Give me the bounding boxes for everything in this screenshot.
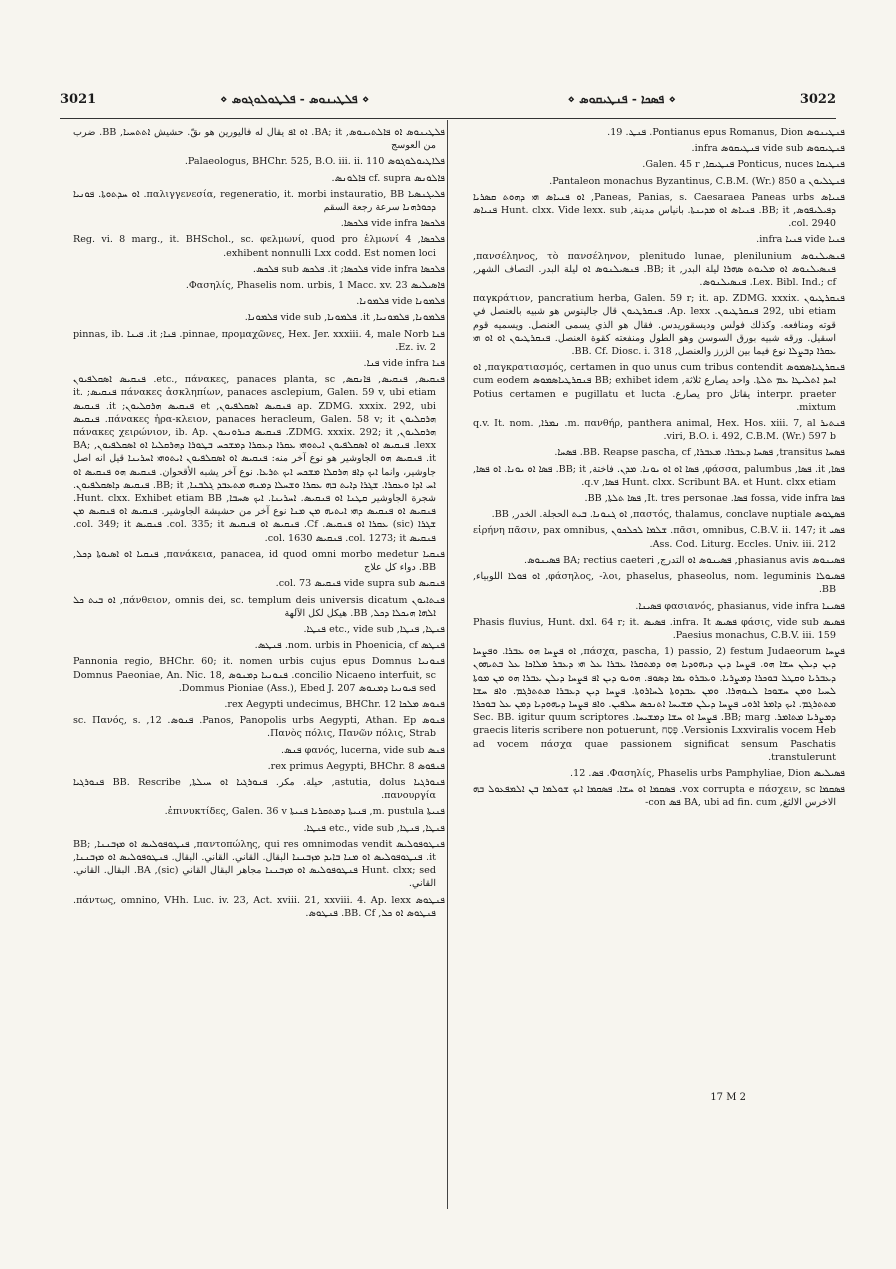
dictionary-entry: ܦܢܛܣ nom. urbis in Phoenicia, cf. ܦܢܛܣ. bbox=[254, 640, 445, 652]
dictionary-entry: ܦܢܩܝܐ πανάκεια, panacea, id quod omni morbo medetur, ܦܢܩܝܐ ܐܘ ܐܣܝܘܬܐ ܕܟܠ, BB. دواء كل علاج bbox=[73, 548, 445, 574]
dictionary-entry: ܦܢܝܐ vide ܦܢܝܐ infra. bbox=[756, 234, 845, 246]
dictionary-entry: ܦܢܘܪܓܝܐ astutia, dolus, حيلة. مكر. ܦܢܘܪܓܝܐ ܐܘ ܚܝܠܬܐ, BB. Rescribe ܦܢܘܪܓܝܐ πανουργία. bbox=[73, 776, 446, 802]
dictionary-entry: ܦܣܝܣ φάσις, vide sub ܦܣܝܣ infra. It. ܦܣܝܣ Phasis fluvius, Hunt. dxl. 64 r; it. Paesius monachus, C.B.V. iii. 159. bbox=[473, 616, 845, 641]
dictionary-entry: ܦܢܝܬܐ m. pustula, ܦܢܝܬܐ ܕܡܬܩܪܝܐ ܦܢܝܬܐ ἐπινυκτίδες, Galen. 36 v. bbox=[164, 806, 445, 818]
dictionary-entry: ܦܣܛܘܣ παστός, thalamus, conclave nuptiale, ܐܘ ܓܢܘܢܐ. ܒܝܬ الحجلة. الخدر, BB. bbox=[491, 509, 845, 521]
dictionary-entry: ܦܢܛܘܦܘܠܝܣ παντοπώλης, qui res omnimodas vendit, ܦܢܛܘܦܘܠܝܣ ܐܘ ܡܙܒܢܢܐ, BB; it. ܦܢܛܘܦܘܠܝܣ ܐܘ ܡܢܐ ܒܐܝܕ ܡܙܒܢܢܐ البقال. القاني. القاني. البقال. ܦܢܛܘܦܘܠܝܣ ܐܘ ܡܙܒܢܢܐ, Hunt. clxx; sed ܦܢܛܘܦܘܠܝܣ ܐܘ ܡܙܒܢܢܐ مجاهر البقال القاني (sic), BA. البقال. القاني. القاني. bbox=[73, 838, 445, 890]
dictionary-entry: ܦܐܠܘܢܣ cf. supra ܦܐܠܘܢܣ. bbox=[331, 172, 445, 184]
dictionary-entry: ܦܢܩܪܛܝܘܢ παγκράτιον, pancratium herba, Galen. 59 r; it. ap. ZDMG. xxxix. 292, ubi etiam ܦܢܩܪܛܝܘܢ. Ap. lexx. ܦܢܩܪܛܝܘܢ قال جالينوس هو شبيه بالعنصل في قوته ومنافعه. وكذلك فولس وديسقوريدس. فقال هو الذي يسمى العنصل. ويسميه قوم اسقيل. ورقه شبيه بورق السوسن وهو الطول ومنفعته كقوة العنصل. ܦܢܩܪܛܝܘܢ ܐܘ ܐܘ ܗܝ ܥܩܪܐ ܕܒܨܠܐ نوع فيما بين الزرز والعنصل, BB. Cf. Diosc. i. 318. bbox=[473, 293, 845, 358]
dictionary-entry: ܦܣܝ πᾶσι, omnibus, C.B.V. ii. 147; it. ܫܠܡܐ ܠܟܠܟܘܢ εἰρήνη πᾶσιν, pax omnibus, Ass. Cod. Liturg. Eccles. Univ. iii. 212. bbox=[473, 525, 846, 550]
dictionary-entry: ܦܣܚܐ transitus, ܦܣܚܐ ܕܥܒܪܐ. ܡܥܒܪܐ, BB. Reapse pascha, cf. ܦܣܚܐ. bbox=[554, 447, 845, 459]
dictionary-entry: ܦܢܐ pinnae, προμαχῶνες, Hex. Jer. xxxiii. 4, male Norb. ܦܢܐ; it. ܦܝܢܐ pinnas, ib. Ez. iv. 2. bbox=[73, 328, 445, 353]
dictionary-entry: ܦܠܐܛܝܘܠܘܓܘܣ Palaeologus, BHChr. 525, B.O. iii. ii. 110. bbox=[184, 156, 445, 168]
dictionary-entry: ܦܠܡܘܢܐ vide ܦܠܡܘܢܐ. bbox=[356, 296, 445, 308]
right-page-number: 3022 bbox=[799, 92, 836, 107]
dictionary-entry: ܦܢܛܝܩܐ Ponticus, nuces ܦܢܛܝܩܐ, Galen. 45 r. bbox=[642, 159, 845, 171]
dictionary-entry: ܦܠܟܣܐ, 4 Reg. vi. 8 marg., it. BHSchol., sc. φελμωνί, quod pro ἐλμωνί exhibent nonnulli Lxx codd. Est nomen loci. bbox=[73, 234, 445, 259]
dictionary-entry: ܦܣܩܡܐ vox corrupta e πάσχειν, sc. ܦܣܩܡܐ ܐܘ ܚܫܐ. ܦܣܩܡܐ ܐܝܟ ܫܘܠܡܐ ܒܢ ܐܠܡܦܥܘܠ ܒܗ الاخرس الالثغ, BA, ubi ad fin. cum ܦܣ con- bbox=[473, 784, 845, 809]
dictionary-entry: ܦܢܩܝܣ, ܦܢܩܝܣ, ܦܐܢܩܣ, etc., πάνακες, panaces planta, sc. ܦܢܩܝܣ ܐܣܩܠܦܝܘܢ πάνακες ἀσκληπίων, panaces asclepium, Galen. 59 v, ubi etiam ܦܢܩܝܣ; it. ap. ZDMG. xxxix. 292, ubi ܦܢܩܝܣ ܐܣܩܠܦܝܘܢ, et ܦܢܩܝܣ ܗܪܩܠܝܘܢ; it. ܦܢܩܝܣ ܗܪܩܠܝܘܢ πάνακες ἡρα-κλειον, panaces heracleum, Galen. 58 v; it. ܦܢܩܝܣ ܗܪܩܠܝܘܢ, ZDMG. xxxix. 292; it. ܦܢܩܝܣ ܟܝܪܘܢܝܘܢ πάνακες χειρώνιον, ib. Ap. lexx. ܦܢܩܝܣ ܐܘ ܐܣܩܠܦܝܘܢ ܐܝܬܘܗܝ ܥܩܪܐ ܕܥܩܪܐ ܕܡܫܟܚ ܒܛܘܪܐ ܕܗܪܩܠܝܐ ܐܘ ܐܣܩܠܦܝܘܢ, BA; it. ܦܢܩܝܣ ܗܘ الجاوشير هو نوع آخر منه: ܦܢܩܝܣ ܐܘ ܐܣܩܠܦܝܘܢ ܐܝܬܘܗܝ ܐܚܪܝܢܐ قيل انه اصل جاوشير، وانما ܐܝܟ ܕܐܦ ܗܪܩܠܐ ܡܫܟܚ ܐܝܟ ܬܪܥܐ. نوع آخر يشبه الأقحوان. ܦܢܩܝܣ ܗܘ ܦܢܩܝܣ ܐܘ ܐܚ ܐܕܐ ܘܥܩܪܐ. ܫܓܪܐ ܕܐܝܬ ܒܗ ܥܩܪܐ ܘܫܚܠܐ ܕܡܢܗ ܡܬܥܒܕ ܓܠܒܢܐ, BB; it. ܦܢܩܝܣ ܕܐܣܩܠܦܝܘܢ. شجرة الجاوشير ܩܛܢܐ ܐܘ ܦܢܩܝܣ. ܐܚܪܝܢܐ. ܐܝܟ ܣܚܒܐ, Hunt. clxx. Exhibet etiam BB. ܦܢܩܝܣ ܐܘ ܦܢܩܝܣ ܕܗܝ ܐܝܬܝܗ ܡܢ ܡܢܐ نوع آخر من حشيشة الجاوشير. ܦܢܩܝܣ ܐܘ ܦܢܩܝܣ ܡܢ ܫܓܪܐ (sic) ܥܩܪܐ ܐܘ ܦܢܩܝܣ. Cf. ܦܢܩܝܣ ܐܘ ܦܢܩܝܣ col. 335; it. ܦܢܩܝܣ col. 349; it. ܦܢܩܝܣ col. 1273; it. ܦܢܩܝܣ col. 1630. bbox=[73, 374, 445, 544]
dictionary-entry: ܦܠܛܝܢܘܣ ܐܘ ܦܐܠܬܝܢܘܣ, BA; it. ܐܘ ܐܦ يقال له فاليورين هو ىقّ. حشيش ܐܬܬܚܝܐ, BB. ضرب من العوسج bbox=[73, 127, 445, 152]
dictionary-entry: ܦܢܛܝܢܘܣ Pontianus epus Romanus, Dion. ܦܢܛ. 19. bbox=[607, 127, 845, 138]
right-column bbox=[464, 126, 846, 813]
dictionary-entry: ܦܢܬܐܝܘܢ πάνθειον, omnis dei, sc. templum deis universis dicatum, ܐܘ ܒܝܬ ܟܠ ܐܠܗܐ ܗܝܟܠܐ ܕܟܠ, BB. هيكل لكل الآلهة bbox=[73, 594, 445, 619]
dictionary-entry: ܦܢܝܐܣ Paneas, Panias, s. Caesaraea Paneas urbs, ܐܘ ܦܢܝܐܣ ܗܝ ܕܗܘܬ ܩܣܪܝܐ ܕܦܝܠܝܦܘܣ, BB; it. ܦܢܝܐܣ ܐܘ ܡܕܝܢܬܐ. بانياس مدينة, Hunt. clxx. Vide lexx. sub ܦܢܝܐܣ col. 2940. bbox=[473, 191, 845, 230]
dictionary-entry: ܦܣܐ fossa, vide infra ܦܣܐ. It. tres personae, ܦܣܐ ܬܠܬܐ, BB. bbox=[584, 493, 845, 505]
dictionary-entry: ܦܢܛܐ, ܦܢܛܐ, etc., vide sub ܦܢܛܐ. bbox=[303, 822, 445, 834]
left-column bbox=[64, 126, 446, 923]
dictionary-entry: ܦܢܣ φανός, lucerna, vide sub ܦܢܣ. bbox=[281, 744, 445, 756]
dictionary-entry: ܦܢܣܝܠܢܘܣ πανσέληνος, τὸ πανσέληνον, plenitudo lunae, plenilunium, ܦܢܣܝܠܢܘܣ ܐܘ ܡܠܝܘܬ ܣܗܪܐ ليلة البدر, BB; it. ܦܢܣܝܠܢܘܣ ܐܘ ليلة البدر. التصاف الشهر, Lex. Bibl. Ind.; cf. ܦܢܣܝܠܢܘܣ. bbox=[473, 250, 845, 289]
left-page-number: 3021 bbox=[60, 92, 97, 107]
dictionary-entry: ܦܣܝܠܝܣ Φασηλίς, Phaselis urbs Pamphyliae, Dion. ܦܣ. 12. bbox=[570, 767, 845, 779]
dictionary-entry: ܦܢܛܐ, ܦܢܛܐ, etc., vide sub ܦܢܛܐ. bbox=[303, 623, 445, 635]
dictionary-entry: ܦܢܛܠܝܘܢ Pantaleon monachus Byzantinus, C.B.M. (Wr.) 850 a. bbox=[549, 175, 845, 187]
dictionary-entry: ܦܣܝܢܐ φασιανός, phasianus, vide infra ܦܣܝܢܐ. bbox=[635, 600, 845, 612]
dictionary-entry: ܦܠܝܓܢܣܝܐ παλιγγενεσία, regeneratio, it. morbi instauratio, BB. ܐܘ ܚܕܬܘܬܐ. ܦܘܢܝܐ ܕܟܘܪܗܢܐ سرعة رجعة السقم bbox=[73, 188, 445, 214]
dictionary-entry: ܦܢܘܢܝܐ Pannonia regio, BHChr. 60; it. nomen urbis cujus epus Domnus concilio Nicaeno interfuit, sc. ܦܢܘܢܝܐ ܕܡܢܘܣ Domnus Paeoniae, An. Nic. 18, sed ܦܝܘܢܝܐ ܕܡܢܘܣ Dommus Pioniae (Ass.), Ebed J. 207. bbox=[73, 656, 445, 694]
right-running-title: ⋄ ܦܣܟܐ - ܦܢܛܝܩܘܣ ⋄ bbox=[567, 92, 676, 106]
dictionary-entry: ܦܨܚܐ πάσχα, pascha, 1) passio, 2) festum Judaeorum, ܐܘ ܦܨܚܐ ܗܘ ܥܒܪܐ. ܘܦܨܚܐ ܕܝܢ ܕܝܠܢ ܚܫܐ ܗܘ. ܦܨܚܐ ܕܝܢ ܕܝܗܘܕܝܐ ܗܘ ܕܡܬܩܪܐ ܥܒܪܐ ܥܠ ܗܝ ܕܥܒܪ ܡܠܐܟܐ ܥܠ ܒܬܝܗܘܢ ܕܥܒܪܝܐ ܘܩܛܠ ܒܘܟܪܐ ܕܡܨܪܝܐ. ܘܥܒܪܘ ܝܡܐ ܕܣܘܦ. ܗܘܝܘ ܕܝܢ ܐܦ ܦܨܚܐ ܕܝܠܢ ܥܒܪܐ ܗܘ ܡܢ ܡܘܬܐ ܠܚܝܐ ܘܡܢ ܚܫܘܟܐ ܠܢܘܗܪܐ. ܘܡܢ ܥܒܕܘܬܐ ܠܚܐܪܘܬܐ. ܦܨܚܐ ܕܝܢ ܕܥܒܪܐ ܡܬܬܪܓܡ. ܘܐܦ ܚܫܐ ܡܬܬܪܓܡ. ܐܝܟ ܕܐܡܪ ܐܪܘܝ ܦܨܚܐ ܕܝܠܢ ܡܫܝܚܐ ܐܬܢܟܣ ܚܠܦܝܢ. ܘܐܦ ܦܨܚܐ ܕܝܗܘܕܝܐ ܕܡܢ ܥܠ ܒܘܟܪܐ ܕܡܨܪܝܐ ܡܬܐܡܪ. BB; marg. ܦܨܚܐ ܐܘ ܚܫܐ ܕܡܫܝܚܐ. Sec. BB. igitur quum scriptores Versionis Lxxviralis vocem Heb. פֶּסַח graecis literis scribere non potuerunt, ad vocem πάσχα quae passionem significat sensum Paschatis transtulerunt. bbox=[473, 646, 845, 763]
dictionary-entry: ܦܢܐ vide infra ܦܢܐ. bbox=[363, 358, 445, 370]
dictionary-entry: ܦܣܝܢܘܣ phasianus avis, ܦܣܝܢܘܣ ܐܘ التدرج, BA; rectius caeteri ܦܣܝܢܘܣ. bbox=[524, 554, 845, 566]
left-running-title: ⋄ ܦܠܛܝܢܘܣ - ܦܠܛܘܠܘܓܘܣ ⋄ bbox=[220, 92, 370, 106]
dictionary-entry: ܦܠܟܣܐ vide infra ܦܠܟܣܐ. bbox=[340, 218, 445, 230]
dictionary-entry: ܦܣܐ, it. ܦܣܐ, φάσσα, palumbus, ܦܣܐ ܐܘ ܐܘ ܝܘܢܐ. ܡܕܢ. فاختة, BB; it. ܦܣܐ ܐܘ ܝܘܢܐ. ܐܘ ܦܣܐ, Hunt. clxx. Scribunt BA. et Hunt. clxx etiam ܦܣܐ, q.v. bbox=[473, 463, 845, 488]
dictionary-entry: ܦܢܘܣ ܡܠܟܐ rex Aegypti undecimus, BHChr. 12. bbox=[224, 698, 445, 710]
dictionary-entry: ܦܠܡܘܢܐ, ܦܠܡܘܢܝܐ, it. ܦܠܡܘܢܐ, vide sub ܦܠܡܘܢܐ. bbox=[244, 312, 445, 324]
header-rule bbox=[60, 118, 836, 119]
column-divider bbox=[447, 120, 448, 1209]
dictionary-entry: ܦܐܣܝܠܝܣ Φασηλίς, Phaselis nom. urbis, 1 Macc. xv. 23. bbox=[185, 280, 445, 292]
dictionary-entry: ܦܢܛܘܣ πάντως, omnino, VHh. Luc. iv. 23, Act. xviii. 21, xxviii. 4. Ap. lexx. ܦܢܛܘܣ ܐܘ ܟܠ, BB. Cf. ܦܢܛܘܣ. bbox=[73, 894, 445, 919]
dictionary-entry: ܦܢܩܝܣ vide supra sub ܦܢܩܝܣ col. 73. bbox=[275, 578, 445, 590]
dictionary-entry: ܦܢܛܝܩܘܣ vide sub ܦܢܛܝܩܘܣ infra. bbox=[691, 143, 845, 155]
dictionary-entry: ܦܠܟܣܐ vide infra ܦܠܟܣܐ; it. ܦܠܟܣ sub ܦܠܟܣ. bbox=[252, 263, 445, 275]
dictionary-entry: ܦܢܬܝܪ m. πανθήρ, panthera animal, Hex. Hos. xiii. 7, al. ܢܡܪܐ, q.v. It. nom. viri, B.O. i. 492, C.B.M. (Wr.) 597 b. bbox=[473, 418, 846, 443]
dictionary-entry: ܦܣܝܘܠܐ φάσηλος, -λοι, phaselus, phaseolus, nom. leguminis, ܐܘ ܦܘܠܐ اللوبياء, BB. bbox=[473, 571, 845, 596]
signature-mark: 17 M 2 bbox=[710, 1092, 746, 1103]
page-header bbox=[60, 92, 836, 116]
dictionary-entry: ܦܢܘܣ Panos, Panopolis urbs Aegypti, Athan. Ep. ܦܢܘܣ. 12, sc. Πανός, s. Πανὸς πόλις, Πανῶν πόλις, Strab. bbox=[73, 715, 446, 740]
dictionary-entry: ܦܢܦܘܣ rex primus Aegypti, BHChr. 8. bbox=[267, 760, 445, 772]
dictionary-entry: ܦܢܩܪܛܝܐܣܡܘܣ παγκρατιασμός, certamen in quo unus cum tribus contendit, ܐܘ ܐܚܕ ܐܬܠܝܛܐ ܥܡ ܬܠܬܐ. واحد يصارع ثلاثة, BB; exhibet idem ܦܢܩܪܛܝܐܣܡܘܣ cum eodem interpr. praeter يقاتل pro يصارع. Potius certamen e pugillatu et lucta mixtum. bbox=[473, 362, 845, 413]
